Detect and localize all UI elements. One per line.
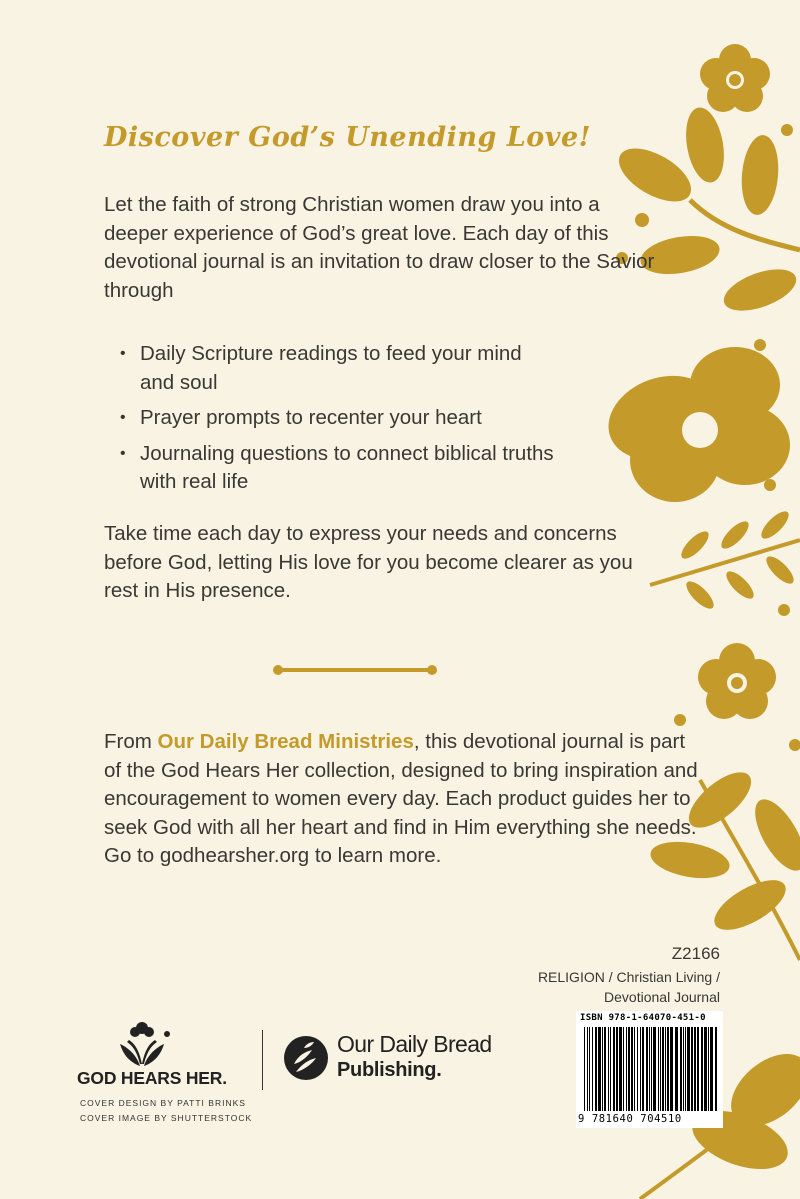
intro-paragraph: Let the faith of strong Christian women draw you into a deeper experience of God’s great love. Each day of this devotional journal is an invitation to draw closer to the Savior through — [104, 193, 655, 302]
god-hears-her-logo: GOD HEARS HER. — [77, 1068, 227, 1088]
cover-design-credit: COVER DESIGN BY PATTI BRINKS — [80, 1098, 246, 1108]
list-item: • Daily Scripture readings to feed your mind and soul — [120, 340, 560, 397]
section-heading: Discover God’s Unending Love! — [104, 122, 591, 153]
publisher-subtitle: Publishing. — [337, 1059, 442, 1081]
isbn-label: ISBN 978-1-64070-451-0 — [580, 1013, 706, 1023]
barcode — [576, 1011, 723, 1128]
flower-icon — [698, 643, 776, 719]
cover-image-credit: COVER IMAGE BY SHUTTERSTOCK — [80, 1113, 253, 1123]
wheat-icon — [282, 1034, 330, 1082]
publisher-name: Our Daily Bread — [337, 1031, 492, 1057]
about-prefix: From — [104, 730, 158, 753]
feature-list — [120, 340, 560, 504]
tulip-icon — [85, 1020, 195, 1068]
flower-icon — [700, 44, 770, 112]
list-item: • Journaling questions to connect biblical truths with real life — [120, 440, 560, 497]
list-item: • Prayer prompts to recenter your heart — [120, 404, 560, 433]
category-label — [470, 967, 720, 1007]
large-flower-icon — [597, 347, 790, 502]
about-paragraph — [104, 728, 704, 871]
logo-divider — [262, 1030, 263, 1090]
about-text: , this devotional journal is part of the God Hears Her collection, designed to bring inspiration and encouragement to women every day. Each product guides her to seek God with all her heart and find in Him everything she needs. Go to godhearsher.org to learn more. — [104, 730, 698, 867]
category-line-2: Devotional Journal — [604, 989, 720, 1005]
barcode-bars — [576, 1011, 723, 1128]
divider — [272, 663, 438, 677]
category-line-1: RELIGION / Christian Living / — [537, 969, 720, 985]
ministry-name: Our Daily Bread Ministries — [157, 730, 414, 753]
product-code: Z2166 — [671, 944, 720, 963]
barcode-number: 9 781640 704510 — [578, 1113, 682, 1125]
closing-paragraph: Take time each day to express your needs and concerns before God, letting His love for you become clearer as you rest in His presence. — [104, 522, 633, 602]
